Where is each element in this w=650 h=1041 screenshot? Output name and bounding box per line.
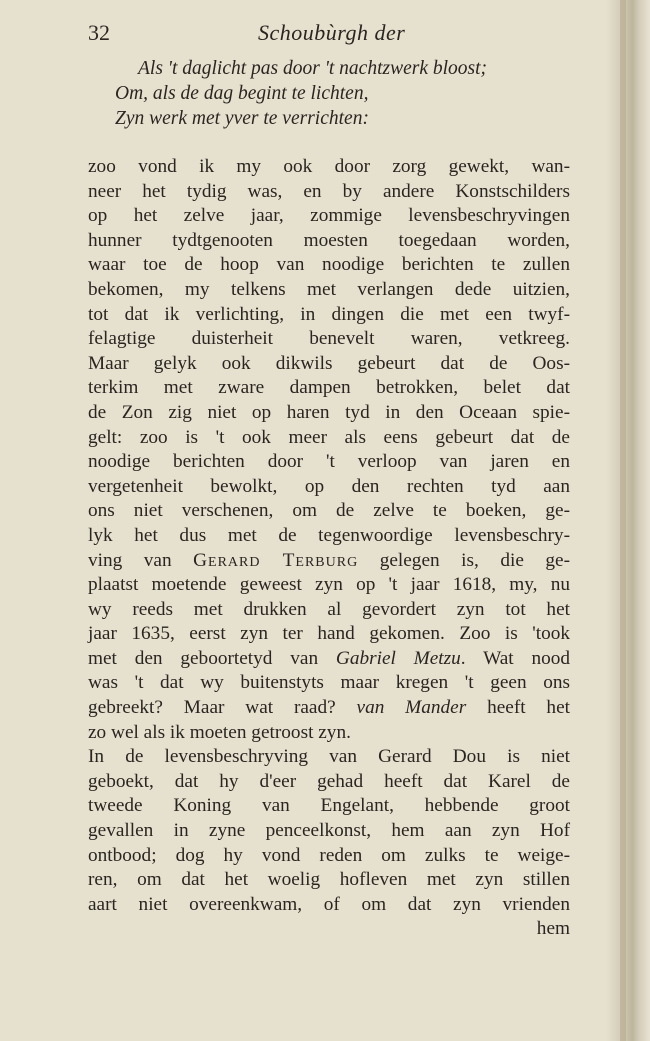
text-line: waar toe de hoop van noodige berichten te zullen [88,254,570,276]
text-line: aart niet overeenkwam, of om dat zyn vrienden [88,893,570,915]
text-line: op het zelve jaar, zommige levensbeschryvingen [88,205,570,227]
text-line: vergetenheit bewolkt, op den rechten tyd aan [88,475,570,497]
text-line: felagtige duisterheit benevelt waren, vetkreeg. [88,328,570,350]
painter-name-terburg: Gerard Terburg [193,549,359,571]
text-line: plaatst moetende geweest zyn op 't jaar 1618, my, nu [88,574,570,596]
verse-line: Om, als de dag begint te lichten, [115,83,369,104]
text-line: bekomen, my telkens met verlangen dede uitzien, [88,278,570,300]
text-line: gelt: zoo is 't ook meer als eens gebeurt dat de [88,426,570,448]
text-line: neer het tydig was, en by andere Konstschilders [88,180,570,202]
text-line: jaar 1635, eerst zyn ter hand gekomen. Zoo is 'took [88,623,570,645]
line-text-before: gebreekt? Maar wat raad? [88,697,357,719]
catchword: hem [536,918,570,940]
text-line: ons niet verschenen, om de zelve te boeken, ge- [88,500,570,522]
page-number: 32 [88,20,110,45]
text-line: de Zon zig niet op haren tyd in den Oceaan spie- [88,401,570,423]
line-text-after: . Wat nood [460,647,571,669]
author-name-van-mander: van Mander [356,697,467,719]
verse-line: Zyn werk met yver te verrichten: [115,108,369,129]
painter-name-metzu: Gabriel Metzu [335,647,461,669]
text-line-with-name [88,549,570,574]
text-line: In de levensbeschryving van Gerard Dou is niet [88,746,570,768]
page-header [88,20,570,50]
text-line: Maar gelyk ook dikwils gebeurt dat de Oos- [88,352,570,374]
text-line: gevallen in zyne penceelkonst, hem aan zyn Hof [88,820,570,842]
text-line: hunner tydtgenooten moesten toegedaan worden, [88,229,570,251]
line-text-after: heeft het [466,697,570,719]
text-line: ren, om dat het woelig hofleven met zyn stillen [88,869,570,891]
line-text-before: met den geboortetyd van [88,647,336,669]
text-line: wy reeds met drukken al gevordert zyn tot het [88,598,570,620]
verse-line: Als 't daglicht pas door 't nachtzwerk bloost; [138,58,488,79]
page-fold-line [620,0,626,1041]
text-line: terkim met zware dampen betrokken, belet dat [88,377,570,399]
text-line: tweede Koning van Engelant, hebbende groot [88,795,570,817]
line-text-after: gelegen is, die ge- [358,549,570,571]
running-head: Schoubùrgh der [258,20,406,45]
text-line: zoo vond ik my ook door zorg gewekt, wan- [88,156,570,177]
verse-block [88,56,570,131]
text-line: noodige berichten door 't verloop van jaren en [88,451,570,473]
text-line-with-name [88,647,570,672]
line-text-before: ving van [88,549,194,571]
text-line: was 't dat wy buitenstyts maar kregen 't geen ons [88,672,570,694]
text-line: ontbood; dog hy vond reden om zulks te weige- [88,844,570,866]
text-line: geboekt, dat hy d'eer gehad heeft dat Karel de [88,770,570,792]
binding-edge [606,0,650,1041]
body-text [88,155,570,942]
text-line: lyk het dus met de tegenwoordige levensbeschry- [88,524,570,546]
text-line-with-name [88,696,570,721]
paragraph-end-line: zo wel als ik moeten getroost zyn. [88,721,351,743]
text-line: tot dat ik verlichting, in dingen die met een twyf- [88,303,570,325]
